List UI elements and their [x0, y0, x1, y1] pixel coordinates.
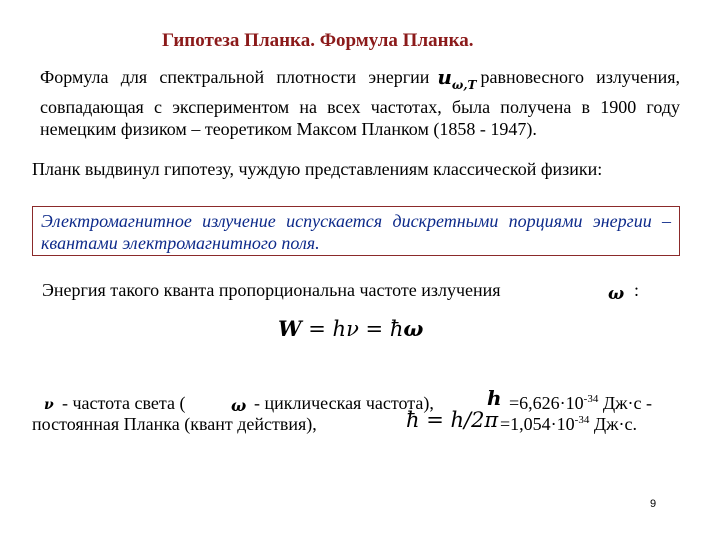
omega-description: - циклическая частота), [254, 393, 434, 413]
hbar-formula: ħ = h/2π [406, 408, 499, 432]
nu-symbol: ν [44, 397, 54, 413]
planck-constant-text: постоянная Планка (квант действия), [32, 414, 317, 434]
formula-w: W [278, 316, 302, 341]
formula-eq2: = [358, 317, 390, 341]
h-value-exponent: -34 [583, 393, 599, 405]
u-omega-t-symbol [437, 66, 476, 96]
slide-title: Гипотеза Планка. Формула Планка. [162, 30, 474, 51]
h-symbol: h [487, 386, 502, 410]
p1-text-after: равновесного излучения, совпадающая с экспериментом на всех частотах, была получена в 1900 году немецким физиком – теоретиком Максом Планком (1858 - 1947). [40, 67, 680, 139]
formula-hbar: ħ [389, 317, 404, 341]
energy-quantum-text: Энергия такого кванта пропорциональна частоте излучения [42, 280, 501, 300]
h-value-unit: Дж·с - [598, 393, 653, 413]
omega-symbol: ω [608, 284, 625, 304]
hbar-value [500, 414, 637, 435]
h-value [509, 393, 652, 414]
p1-text-before: Формула для спектральной плотности энергии [40, 67, 430, 87]
nu-description: - частота света ( [62, 393, 186, 413]
hbar-value-unit: Дж·с. [589, 414, 638, 434]
u-letter: u [437, 65, 452, 89]
h-value-mantissa: =6,626·10 [509, 393, 584, 413]
omega-note-symbol: ω [231, 396, 247, 415]
formula-h: h [332, 317, 347, 341]
formula-eq1: = [301, 317, 333, 341]
colon: : [634, 280, 640, 300]
planck-formula-paragraph [40, 66, 680, 140]
hypothesis-intro: Планк выдвинул гипотезу, чуждую представлениям классической физики: [32, 159, 603, 179]
hbar-value-mantissa: =1,054·10 [500, 414, 575, 434]
page-number: 9 [650, 498, 657, 510]
u-subscript: ω,T [451, 78, 477, 92]
hypothesis-text: Электромагнитное излучение испускается дискретными порциями энергии – квантами электромагнитного поля. [41, 211, 671, 253]
planck-energy-formula [278, 316, 423, 341]
formula-nu: ν [346, 317, 359, 341]
formula-omega: ω [403, 316, 424, 341]
hbar-value-exponent: -34 [574, 414, 590, 426]
